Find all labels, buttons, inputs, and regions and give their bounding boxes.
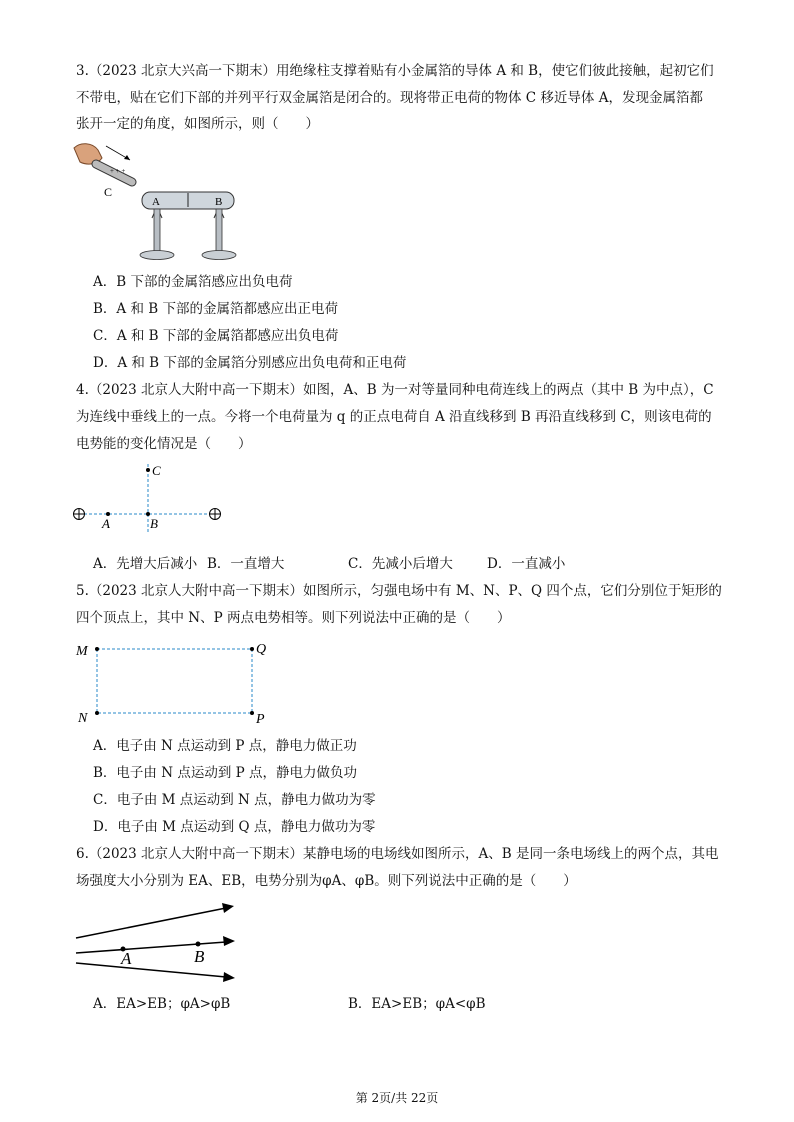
point-p	[250, 711, 254, 715]
field-line-top	[76, 903, 234, 938]
q3-stem-line-1: 3.（2023 北京大兴高一下期末）用绝缘柱支撑着贴有小金属箔的导体 A 和 B，使它们彼此接触，起初它们	[76, 63, 714, 79]
label-c: C	[104, 185, 113, 199]
point-q	[250, 647, 254, 651]
q4-stem-line-1: 4.（2023 北京人大附中高一下期末）如图，A、B 为一对等量同种电荷连线上的两点（其中 B 为中点），C	[76, 382, 714, 398]
q4-option-c[interactable]: C．先减小后增大	[348, 556, 453, 572]
q3-option-b[interactable]: B．A 和 B 下部的金属箔都感应出正电荷	[93, 301, 338, 317]
point-n	[95, 711, 99, 715]
label-b: B	[150, 516, 158, 531]
page-footer: 第 2页/共 22页	[355, 1091, 439, 1105]
positive-charge-right-icon	[210, 509, 221, 520]
label-b: B	[194, 947, 205, 966]
q3-option-d[interactable]: D．A 和 B 下部的金属箔分别感应出负电荷和正电荷	[93, 355, 407, 371]
label-c: C	[152, 463, 161, 478]
point-m	[95, 647, 99, 651]
q4-charge-figure	[68, 458, 228, 538]
label-a: A	[102, 516, 110, 531]
label-q: Q	[256, 642, 267, 657]
q6-option-a[interactable]: A．EA>EB；φA>φB	[93, 996, 231, 1012]
q3-stem-line-2: 不带电，贴在它们下部的并列平行双金属箔是闭合的。现将带正电荷的物体 C 移近导体 A，发现金属箔都	[76, 90, 703, 106]
label-p: P	[256, 712, 265, 727]
label-b: B	[215, 196, 223, 208]
point-b	[196, 942, 201, 947]
q3-conductor-figure	[68, 140, 248, 265]
q4-option-d[interactable]: D．一直减小	[487, 556, 566, 572]
q5-option-d[interactable]: D．电子由 M 点运动到 Q 点，静电力做功为零	[93, 819, 376, 835]
label-n: N	[78, 711, 88, 726]
insulating-stand-right	[202, 209, 236, 260]
q5-option-c[interactable]: C．电子由 M 点运动到 N 点，静电力做功为零	[93, 792, 376, 808]
point-c	[146, 468, 150, 472]
q5-option-a[interactable]: A．电子由 N 点运动到 P 点，静电力做正功	[93, 738, 357, 754]
q5-stem-line-2: 四个顶点上，其中 N、P 两点电势相等。则下列说法中正确的是（ ）	[76, 610, 511, 626]
label-m: M	[76, 644, 88, 659]
label-a: A	[152, 196, 160, 208]
q6-stem-line-1: 6.（2023 北京人大附中高一下期末）某静电场的电场线如图所示，A、B 是同一条电场线上的两个点，其电	[76, 846, 719, 862]
q5-rectangle-figure	[70, 635, 280, 730]
q4-option-a[interactable]: A．先增大后减小	[93, 556, 198, 572]
q4-stem-line-3: 电势能的变化情况是（ ）	[76, 436, 252, 452]
q6-field-lines-figure	[70, 895, 245, 990]
field-line-middle	[76, 936, 235, 953]
field-line-bottom	[76, 963, 235, 982]
svg-text:+ + +: + + +	[110, 167, 126, 175]
q6-option-b[interactable]: B．EA>EB；φA<φB	[348, 996, 486, 1012]
label-a: A	[121, 949, 132, 968]
q4-option-b[interactable]: B．一直增大	[207, 556, 285, 572]
q3-option-a[interactable]: A．B 下部的金属箔感应出负电荷	[93, 274, 293, 290]
positive-charge-left-icon	[74, 509, 85, 520]
q4-stem-line-2: 为连线中垂线上的一点。今将一个电荷量为 q 的正点电荷自 A 沿直线移到 B 再沿直线移到 C，则该电荷的	[76, 409, 712, 425]
q6-stem-line-2: 场强度大小分别为 EA、EB，电势分别为φA、φB。则下列说法中正确的是（ ）	[76, 873, 577, 889]
q5-option-b[interactable]: B．电子由 N 点运动到 P 点，静电力做负功	[93, 765, 357, 781]
q3-option-c[interactable]: C．A 和 B 下部的金属箔都感应出负电荷	[93, 328, 339, 344]
insulating-stand-left	[140, 209, 174, 260]
charged-rod-c	[96, 164, 132, 182]
q5-stem-line-1: 5.（2023 北京人大附中高一下期末）如图所示，匀强电场中有 M、N、P、Q 四个点，它们分别位于矩形的	[76, 583, 722, 599]
field-rectangle	[97, 649, 252, 713]
q3-stem-line-3: 张开一定的角度，如图所示，则（ ）	[76, 116, 319, 132]
